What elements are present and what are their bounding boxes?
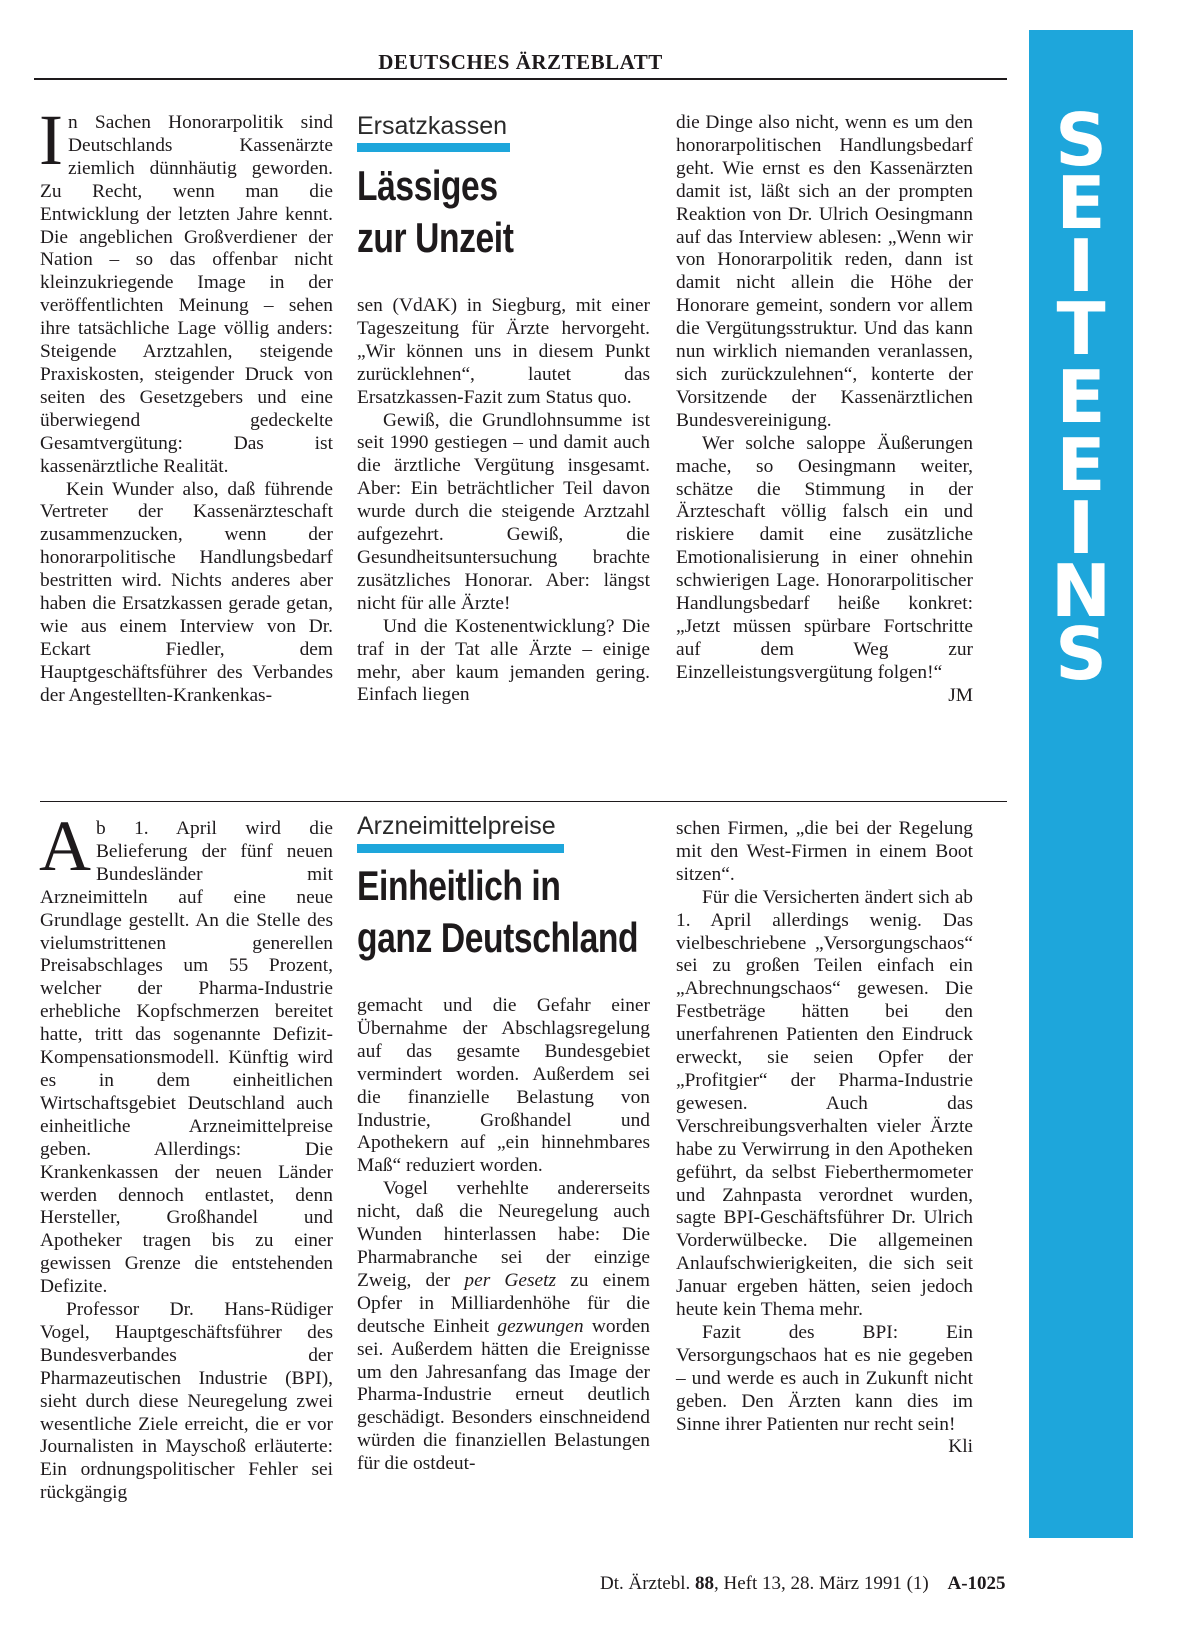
article2-column-1 (39, 806, 333, 1505)
article1-column-3 (676, 112, 973, 708)
article1-paragraph: sen (VdAK) in Siegburg, mit einer Tageszeitung für Ärzte hervorgeht. „Wir können uns in diesem Punkt zurücklehnen“, lautet das Ersatzkassen-Fazit zum Status quo. (357, 295, 650, 408)
sidebar-letter: S (1055, 97, 1107, 182)
article1-paragraph: In Sachen Honorarpolitik sind Deutschlands Kassenärzte ziemlich dünnhäutig geworden. Zu Recht, wenn man die Entwicklung der letzten Jahre kennt. Die angeblichen Großverdiener der Nation – so das offenbar nicht kleinzukriegende Image in der veröffentlichten Meinung – sehen ihre tatsächliche Lage völlig anders: Steigende Arztzahlen, steigende Praxiskosten, steigender Druck von seiten des Gesetzgebers und eine überwiegend gedeckelte Gesamtvergütung: Das ist kassenärztliche Realität. (39, 100, 333, 477)
masthead-title: DEUTSCHES ÄRZTEBLATT (378, 50, 663, 74)
dropcap: I (39, 100, 63, 180)
article2-paragraph: gemacht und die Gefahr einer Übernahme der Abschlagsregelung auf das gesamte Bundesgebiet vermindert worden. Außerdem sei die finanzielle Belastung von Industrie, Großhandel und Apothekern auf „ein hinnehmbares Maß“ reduziert worden. (357, 995, 650, 1177)
journal-name: Dt. Ärztebl. (600, 1573, 691, 1594)
page-footer (600, 1573, 1110, 1595)
article2-headline: Einheitlich in ganz Deutschland (357, 862, 639, 961)
seite-eins-sidebar (1029, 30, 1133, 1538)
dropcap: A (39, 806, 91, 886)
kicker-accent-bar (357, 143, 510, 152)
article2-paragraph: Für die Versicherten ändert sich ab 1. April allerdings wenig. Das vielbeschriebene „Versorgungschaos“ sei zu großen Teilen einfach ein „Abrechnungschaos“ gewesen. Die Festbeträge hätten bei den unerfahrenen Patienten den Eindruck erweckt, sie seien Opfer der „Profitgier“ der Pharma-Industrie gewesen. Auch das Verschreibungsverhalten vieler Ärzte habe zu Verwirrung in den Apotheken geführt, da selbst Fieberthermometer und Zahnpasta verordnet wurden, sagte BPI-Geschäftsführer Dr. Ulrich Vorderwülbecke. Die allgemeinen Anlaufschwierigkeiten, die sich seit Januar ergeben hätten, seien jedoch heute kein Thema mehr. (676, 886, 973, 1321)
article2-paragraph: Professor Dr. Hans-Rüdiger Vogel, Hauptgeschäftsführer des Bundesverbandes der Pharmazeutischen Industrie (BPI), sieht durch diese Neuregelung zwei wesentliche Ziele erreicht, die er vor Journalisten in Mayschoß erläuterte: Ein ordnungspolitischer Fehler sei rückgängig (40, 1299, 333, 1504)
article1-paragraph: die Dinge also nicht, wenn es um den honorarpolitischen Handlungsbedarf geht. Wie ernst es den Kassenärzten damit ist, läßt sich an der prompten Reaktion von Dr. Ulrich Oesingmann auf das Interview ablesen: „Wenn wir von Honorarpolitik reden, dann ist damit nicht allein die Höhe der Honorare gemeint, sondern vor allem die Vergütungsstruktur. Und das kann nun wirklich niemanden veranlassen, sich zurückzulehnen“, konterte der Vorsitzende der Kassenärztlichen Bundesvereinigung. (676, 112, 973, 431)
article1-headline: Lässiges zur Unzeit (357, 162, 514, 261)
page-number: A-1025 (947, 1573, 1006, 1594)
article2-paragraph: Ab 1. April wird die Belieferung der fünf neuen Bundesländer mit Arzneimitteln auf eine neue Grundlage gestellt. An die Stelle des vielumstrittenen generellen Preisabschlages um 55 Prozent, welcher der Pharma-Industrie erhebliche Kopfschmerzen bereitet hatte, tritt das sogenannte Defizit-Kompensationsmodell. Künftig wird es in dem einheitlichen Wirtschaftsgebiet Deutschland auch einheitliche Arzneimittelpreise geben. Allerdings: Die Krankenkassen der neuen Länder werden dennoch entlastet, denn Hersteller, Großhandel und Apotheker tragen bis zu einer gewissen Grenze die entstehenden Defizite. (39, 806, 333, 1298)
article1-paragraph: Kein Wunder also, daß führende Vertreter der Kassenärzteschaft zusammenzucken, wenn der honorarpolitische Handlungsbedarf bestritten wird. Nichts anderes aber haben die Ersatzkassen gerade getan, wie aus einem Interview von Dr. Eckart Fiedler, dem Hauptgeschäftsführer des Verbandes der Angestellten-Krankenkas- (40, 478, 333, 706)
article2-paragraph: schen Firmen, „die bei der Regelung mit den West-Firmen in einem Boot sitzen“. (676, 818, 973, 885)
article2-column-2 (357, 995, 650, 1476)
article1-column-2 (357, 295, 650, 707)
sidebar-letter: E (1056, 354, 1106, 439)
sidebar-letter: N (1050, 548, 1112, 633)
article2-paragraph: Vogel verhehlte andererseits nicht, daß die Neuregelung auch Wunden hinterlassen habe: Die Pharmabranche sei der einzige Zweig, der per Gesetz zu einem Opfer in Milliardenhöhe für die deutsche Einheit gezwungen worden sei. Außerdem hätten die Ereignisse um den Jahresanfang das Image der Pharma-Industrie erneut deutlich geschädigt. Besonders einschneidend würden die finanziellen Belastungen für die ostdeut- (357, 1178, 650, 1475)
sidebar-letter: I (1067, 485, 1095, 570)
article2-column-3 (676, 818, 973, 1459)
article1-paragraph: Gewiß, die Grundlohnsumme ist seit 1990 gestiegen – und damit auch die ärztliche Vergütung insgesamt. Aber: Ein beträchtlicher Teil davon wurde durch die steigende Arztzahl aufgezehrt. Gewiß, die Gesundheitsuntersuchung brachte zusätzliches Honorar. Aber: längst nicht für alle Ärzte! (357, 409, 650, 614)
sidebar-letter: I (1067, 223, 1095, 308)
article1-kicker: Ersatzkassen (357, 112, 508, 140)
masthead (34, 46, 1007, 80)
sidebar-letter: T (1056, 286, 1106, 371)
sidebar-letter: S (1055, 611, 1107, 696)
article2-paragraph: Fazit des BPI: Ein Versorgungschaos hat es nie gegeben – und werde es auch in Zukunft nicht geben. Den Ärzten kann dies im Sinne ihrer Patienten nur recht sein! Kli (676, 1321, 973, 1458)
author-signature: JM (948, 684, 973, 706)
issue-info: , Heft 13, 28. März 1991 (1) (713, 1573, 929, 1594)
article1-column-1 (39, 100, 333, 708)
article1-paragraph: Wer solche saloppe Äußerungen mache, so Oesingmann weiter, schätze die Stimmung in der Ärzteschaft völlig falsch ein und riskiere damit eine zusätzliche Emotionalisierung in einer ohnehin schwierigen Lage. Honorarpolitischer Handlungsbedarf heiße konkret: „Jetzt müssen spürbare Fortschritte auf dem Weg zur Einzelleistungsvergütung folgen!“ JM (676, 432, 973, 706)
sidebar-letter: E (1056, 160, 1106, 245)
article-divider (40, 801, 1007, 802)
kicker-accent-bar (357, 844, 564, 853)
author-signature: Kli (948, 1436, 973, 1458)
sidebar-letter: E (1056, 422, 1106, 507)
volume-number: 88 (694, 1573, 714, 1594)
article1-paragraph: Und die Kostenentwicklung? Die traf in der Tat alle Ärzte – einige mehr, aber kaum jemanden gering. Einfach liegen (357, 615, 650, 706)
article2-kicker: Arzneimittelpreise (357, 812, 556, 840)
